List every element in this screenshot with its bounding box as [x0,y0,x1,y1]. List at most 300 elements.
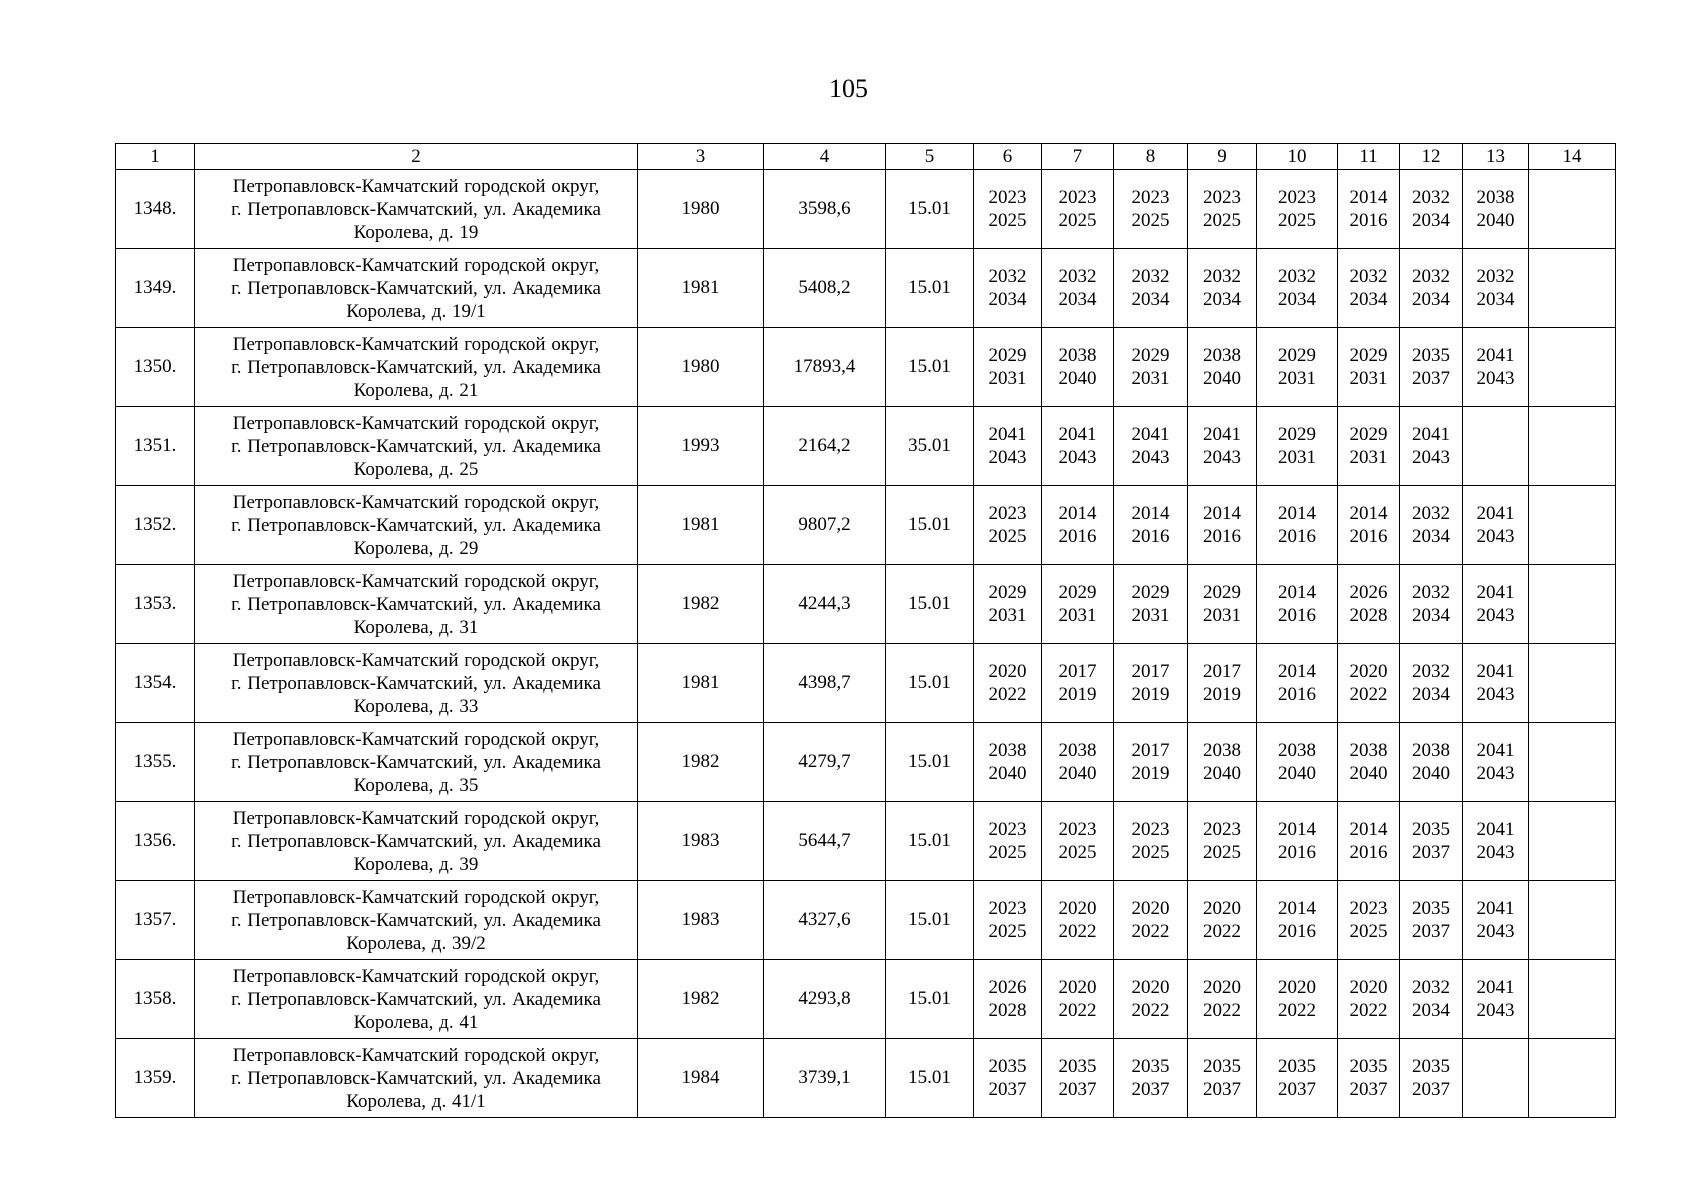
row-number: 1355. [116,723,195,802]
row-number: 1357. [116,881,195,960]
address-line: Петропавловск-Камчатский городской округ, [232,807,600,829]
address-line: Петропавловск-Камчатский городской округ, [232,649,600,671]
total-area: 2164,2 [764,407,886,486]
period-cell [1529,881,1616,960]
period-cell [1188,170,1257,249]
table-row [116,960,1616,1039]
period-end: 2034 [1412,1000,1450,1021]
period-end: 2034 [1412,605,1450,626]
period-end: 2019 [1058,684,1097,705]
category-code: 15.01 [886,328,974,407]
column-header: 1 [116,144,195,170]
period-cell [1042,723,1114,802]
period-cell [1463,644,1529,723]
period-end: 2031 [1058,605,1097,626]
period-start: 2041 [1476,503,1515,524]
period-start: 2029 [988,345,1027,366]
period-start: 2035 [1412,345,1450,366]
table-row [116,407,1616,486]
period-start: 2023 [1203,187,1241,208]
period-start: 2014 [1058,503,1097,524]
period-start: 2029 [1131,582,1170,603]
build-year: 1982 [638,565,764,644]
period-start: 2020 [1131,977,1170,998]
period-cell [974,249,1042,328]
total-area: 4327,6 [764,881,886,960]
column-header: 6 [974,144,1042,170]
period-cell [1114,565,1188,644]
address-line: Королева, д. 41 [353,1011,479,1033]
address-line: г. Петропавловск-Камчатский, ул. Академика [231,277,601,299]
address-line: г. Петропавловск-Камчатский, ул. Академика [231,1067,601,1089]
period-cell [1114,960,1188,1039]
column-header: 3 [638,144,764,170]
total-area: 4279,7 [764,723,886,802]
address-cell [195,644,638,723]
address-cell [195,881,638,960]
period-start: 2038 [1058,740,1097,761]
period-end: 2025 [1131,210,1170,231]
period-start: 2023 [988,187,1027,208]
period-end: 2043 [1476,921,1515,942]
period-start: 2029 [1349,345,1388,366]
period-start: 2032 [1476,266,1515,287]
row-number: 1359. [116,1039,195,1118]
category-code: 15.01 [886,960,974,1039]
period-end: 2031 [1278,447,1316,468]
period-start: 2029 [1278,424,1316,445]
total-area: 4293,8 [764,960,886,1039]
category-code: 15.01 [886,881,974,960]
period-start: 2020 [1278,977,1316,998]
period-end: 2025 [1278,210,1316,231]
period-start: 2035 [1278,1056,1316,1077]
period-end: 2043 [1476,526,1515,547]
period-cell [1463,802,1529,881]
period-start: 2038 [1278,740,1316,761]
period-end: 2016 [1349,526,1388,547]
period-start: 2035 [1412,898,1450,919]
period-end: 2016 [1278,842,1316,863]
period-start: 2014 [1278,661,1316,682]
period-start: 2038 [988,740,1027,761]
period-end: 2037 [1203,1079,1241,1100]
period-start: 2041 [988,424,1027,445]
period-start: 2035 [988,1056,1027,1077]
total-area: 3739,1 [764,1039,886,1118]
period-start: 2032 [1058,266,1097,287]
period-start: 2032 [1131,266,1170,287]
period-cell [1529,960,1616,1039]
period-cell [1400,960,1463,1039]
period-start: 2029 [988,582,1027,603]
period-cell [974,565,1042,644]
period-start: 2038 [1058,345,1097,366]
period-end: 2022 [988,684,1027,705]
period-start: 2029 [1058,582,1097,603]
period-end: 2025 [988,921,1027,942]
period-cell [1463,249,1529,328]
period-end: 2037 [1412,1079,1450,1100]
period-start: 2020 [1058,898,1097,919]
period-end: 2016 [1278,684,1316,705]
period-end: 2034 [1058,289,1097,310]
period-end: 2040 [1278,763,1316,784]
period-end: 2028 [1349,605,1388,626]
period-end: 2019 [1203,684,1241,705]
period-start: 2041 [1476,345,1515,366]
column-number-row [116,144,1616,170]
period-cell [1400,249,1463,328]
category-code: 15.01 [886,565,974,644]
build-year: 1981 [638,644,764,723]
build-year: 1981 [638,486,764,565]
period-end: 2043 [1476,1000,1515,1021]
period-start: 2041 [1412,424,1450,445]
address-line: г. Петропавловск-Камчатский, ул. Академика [231,198,601,220]
period-end: 2025 [1203,210,1241,231]
table-row [116,881,1616,960]
period-start: 2032 [1412,187,1450,208]
period-cell [1188,802,1257,881]
period-cell [1400,565,1463,644]
address-line: Петропавловск-Камчатский городской округ, [232,1044,600,1066]
row-number: 1354. [116,644,195,723]
period-start: 2035 [1203,1056,1241,1077]
address-cell [195,328,638,407]
period-cell [1114,723,1188,802]
period-end: 2040 [1412,763,1450,784]
period-start: 2029 [1131,345,1170,366]
period-start: 2041 [1476,661,1515,682]
period-cell [1042,486,1114,565]
period-end: 2031 [988,368,1027,389]
period-cell [1257,723,1338,802]
period-end: 2034 [1476,289,1515,310]
period-end: 2031 [1278,368,1316,389]
period-cell [1188,644,1257,723]
period-start: 2041 [1131,424,1170,445]
period-cell [1114,644,1188,723]
period-cell [1257,802,1338,881]
period-cell [1338,565,1400,644]
period-start: 2014 [1349,503,1388,524]
period-start: 2041 [1058,424,1097,445]
period-end: 2031 [1203,605,1241,626]
address-line: г. Петропавловск-Камчатский, ул. Академика [231,435,601,457]
category-code: 15.01 [886,249,974,328]
period-end: 2016 [1131,526,1170,547]
period-end: 2025 [1203,842,1241,863]
period-end: 2037 [1412,368,1450,389]
table-row [116,170,1616,249]
period-end: 2016 [1058,526,1097,547]
period-end: 2022 [1131,1000,1170,1021]
address-line: Королева, д. 39 [353,853,479,875]
period-start: 2023 [1278,187,1316,208]
period-end: 2031 [1131,368,1170,389]
period-end: 2037 [1278,1079,1316,1100]
address-cell [195,565,638,644]
address-line: Королева, д. 39/2 [346,932,486,954]
period-cell [1338,644,1400,723]
period-cell [1463,723,1529,802]
total-area: 3598,6 [764,170,886,249]
period-cell [1257,881,1338,960]
period-cell [1463,1039,1529,1118]
period-cell [1338,960,1400,1039]
address-line: г. Петропавловск-Камчатский, ул. Академика [231,672,601,694]
address-line: г. Петропавловск-Камчатский, ул. Академика [231,514,601,536]
address-cell [195,486,638,565]
period-cell [1188,486,1257,565]
period-cell [1042,802,1114,881]
address-line: Петропавловск-Камчатский городской округ, [232,491,600,513]
period-start: 2014 [1278,819,1316,840]
period-start: 2023 [1349,898,1388,919]
column-header: 5 [886,144,974,170]
period-end: 2022 [1349,684,1388,705]
period-cell [1042,170,1114,249]
period-cell [974,960,1042,1039]
period-end: 2034 [988,289,1027,310]
period-end: 2040 [988,763,1027,784]
period-start: 2035 [1058,1056,1097,1077]
period-end: 2025 [1349,921,1388,942]
period-end: 2016 [1278,921,1316,942]
period-start: 2023 [1131,819,1170,840]
column-header: 2 [195,144,638,170]
period-cell [974,881,1042,960]
period-cell [974,328,1042,407]
period-end: 2031 [1131,605,1170,626]
period-end: 2043 [1058,447,1097,468]
period-start: 2017 [1131,661,1170,682]
address-line: Петропавловск-Камчатский городской округ, [232,886,600,908]
period-start: 2023 [1203,819,1241,840]
period-start: 2029 [1349,424,1388,445]
period-cell [1463,170,1529,249]
period-cell [1042,960,1114,1039]
row-number: 1351. [116,407,195,486]
period-end: 2016 [1278,605,1316,626]
address-cell [195,249,638,328]
address-line: Королева, д. 19 [353,221,479,243]
period-end: 2034 [1412,684,1450,705]
period-start: 2020 [1349,977,1388,998]
total-area: 4244,3 [764,565,886,644]
period-start: 2035 [1412,1056,1450,1077]
period-cell [1188,960,1257,1039]
period-start: 2038 [1412,740,1450,761]
period-cell [1114,486,1188,565]
period-end: 2031 [988,605,1027,626]
period-start: 2041 [1476,819,1515,840]
period-start: 2032 [1412,661,1450,682]
period-start: 2020 [988,661,1027,682]
category-code: 35.01 [886,407,974,486]
period-end: 2037 [1412,842,1450,863]
address-line: Королева, д. 31 [353,616,479,638]
period-end: 2040 [1476,210,1515,231]
period-cell [1188,249,1257,328]
period-start: 2032 [1412,266,1450,287]
period-end: 2034 [1412,289,1450,310]
table-row [116,802,1616,881]
address-line: Петропавловск-Камчатский городской округ, [232,728,600,750]
period-cell [974,170,1042,249]
period-cell [1463,328,1529,407]
period-start: 2038 [1203,345,1241,366]
period-start: 2029 [1278,345,1316,366]
table-row [116,486,1616,565]
period-start: 2035 [1131,1056,1170,1077]
period-cell [1529,644,1616,723]
period-end: 2037 [1058,1079,1097,1100]
period-cell [1114,170,1188,249]
building-schedule-table [115,143,1616,1118]
period-cell [1338,328,1400,407]
address-line: Петропавловск-Камчатский городской округ, [232,175,600,197]
period-end: 2025 [1058,842,1097,863]
build-year: 1981 [638,249,764,328]
build-year: 1984 [638,1039,764,1118]
period-cell [1529,328,1616,407]
table-row [116,249,1616,328]
address-line: Петропавловск-Камчатский городской округ, [232,333,600,355]
period-cell [1257,1039,1338,1118]
period-end: 2043 [1476,684,1515,705]
period-end: 2040 [1058,763,1097,784]
period-end: 2037 [1131,1079,1170,1100]
column-header: 7 [1042,144,1114,170]
period-end: 2019 [1131,763,1170,784]
period-end: 2043 [1203,447,1241,468]
period-end: 2043 [1412,447,1450,468]
column-header: 4 [764,144,886,170]
period-start: 2014 [1131,503,1170,524]
period-cell [1188,723,1257,802]
period-end: 2022 [1131,921,1170,942]
period-start: 2023 [1131,187,1170,208]
category-code: 15.01 [886,1039,974,1118]
address-line: Королева, д. 19/1 [346,300,486,322]
period-cell [1400,1039,1463,1118]
period-start: 2035 [1412,819,1450,840]
period-start: 2032 [1412,977,1450,998]
address-cell [195,723,638,802]
table-row [116,565,1616,644]
period-end: 2025 [988,210,1027,231]
period-cell [1188,407,1257,486]
row-number: 1358. [116,960,195,1039]
total-area: 9807,2 [764,486,886,565]
period-end: 2034 [1131,289,1170,310]
period-cell [1042,644,1114,723]
period-cell [1257,644,1338,723]
period-cell [974,407,1042,486]
period-cell [1463,486,1529,565]
page-number: 105 [829,74,868,103]
period-start: 2026 [1349,582,1388,603]
period-end: 2043 [1476,368,1515,389]
period-cell [1338,249,1400,328]
period-end: 2040 [1349,763,1388,784]
period-cell [1400,723,1463,802]
category-code: 15.01 [886,486,974,565]
period-end: 2031 [1349,447,1388,468]
period-end: 2019 [1131,684,1170,705]
table-row [116,644,1616,723]
period-start: 2017 [1203,661,1241,682]
period-start: 2032 [1278,266,1316,287]
period-cell [1400,881,1463,960]
build-year: 1980 [638,328,764,407]
period-cell [1114,1039,1188,1118]
period-cell [974,644,1042,723]
period-start: 2029 [1203,582,1241,603]
period-end: 2040 [1058,368,1097,389]
period-start: 2020 [1349,661,1388,682]
address-line: г. Петропавловск-Камчатский, ул. Академика [231,356,601,378]
build-year: 1982 [638,960,764,1039]
period-start: 2023 [988,819,1027,840]
period-start: 2017 [1131,740,1170,761]
period-end: 2022 [1349,1000,1388,1021]
period-end: 2016 [1278,526,1316,547]
period-start: 2014 [1278,503,1316,524]
period-cell [1400,644,1463,723]
address-line: Петропавловск-Камчатский городской округ, [232,570,600,592]
address-line: г. Петропавловск-Камчатский, ул. Академика [231,988,601,1010]
period-end: 2022 [1203,921,1241,942]
build-year: 1980 [638,170,764,249]
period-cell [1400,486,1463,565]
period-end: 2031 [1349,368,1388,389]
period-cell [1257,249,1338,328]
total-area: 5408,2 [764,249,886,328]
period-cell [1338,407,1400,486]
period-cell [1463,565,1529,644]
table-row [116,328,1616,407]
period-start: 2032 [1203,266,1241,287]
period-end: 2022 [1058,1000,1097,1021]
period-end: 2022 [1278,1000,1316,1021]
period-cell [974,802,1042,881]
total-area: 17893,4 [764,328,886,407]
table-body [116,170,1616,1118]
period-cell [1042,328,1114,407]
address-line: Королева, д. 41/1 [346,1090,486,1112]
period-end: 2022 [1058,921,1097,942]
period-start: 2032 [1412,582,1450,603]
period-cell [1400,328,1463,407]
period-cell [1529,249,1616,328]
period-cell [1114,407,1188,486]
period-cell [1257,565,1338,644]
period-start: 2017 [1058,661,1097,682]
period-start: 2014 [1278,582,1316,603]
period-start: 2020 [1131,898,1170,919]
period-cell [1338,170,1400,249]
address-line: г. Петропавловск-Камчатский, ул. Академика [231,909,601,931]
period-end: 2043 [1131,447,1170,468]
address-line: Петропавловск-Камчатский городской округ, [232,254,600,276]
period-start: 2038 [1349,740,1388,761]
column-header: 14 [1529,144,1616,170]
period-cell [1114,249,1188,328]
row-number: 1349. [116,249,195,328]
